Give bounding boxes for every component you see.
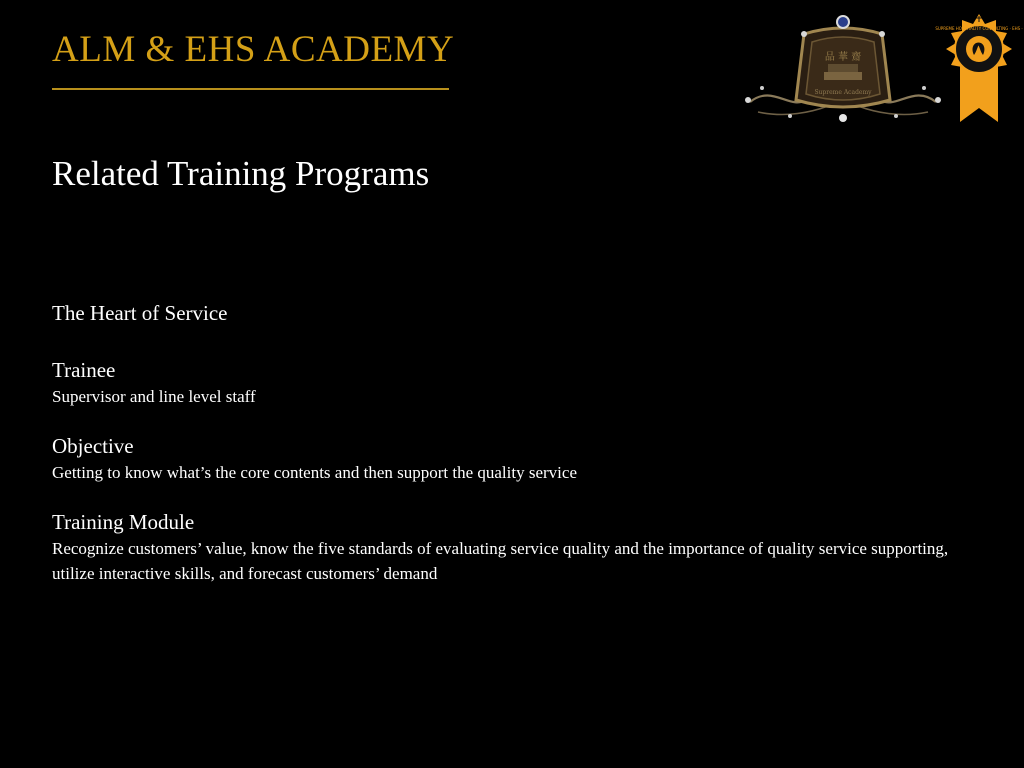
objective-section: [52, 432, 962, 485]
brand-title: ALM & EHS ACADEMY: [52, 29, 455, 70]
program-details: [52, 298, 962, 609]
section-text: Getting to know what’s the core contents and then support the quality service: [52, 463, 577, 482]
crest-chinese-text: 品 華 齋: [824, 52, 862, 63]
crest-caption: Supreme Academy: [814, 89, 872, 96]
ornate-gold-crest-icon: [742, 14, 944, 126]
badge-ring-text: SUPREME HOSPITALITY CONSULTING · EHS ·: [935, 26, 1023, 31]
trainee-section: [52, 356, 962, 409]
program-name: The Heart of Service: [52, 301, 228, 325]
training-module-section: [52, 508, 962, 586]
award-ribbon-icon: [935, 14, 1023, 124]
section-heading: Training Module: [52, 510, 195, 534]
section-text: Recognize customers’ value, know the five standards of evaluating service quality and the importance of quality service supporting, utilize interactive skills, and forecast customers’ demand: [52, 539, 949, 583]
section-text: Supervisor and line level staff: [52, 387, 256, 406]
section-heading: Trainee: [52, 358, 116, 382]
brand-underline: [52, 88, 449, 90]
slide-title: Related Training Programs: [52, 154, 430, 193]
section-heading: Objective: [52, 434, 134, 458]
